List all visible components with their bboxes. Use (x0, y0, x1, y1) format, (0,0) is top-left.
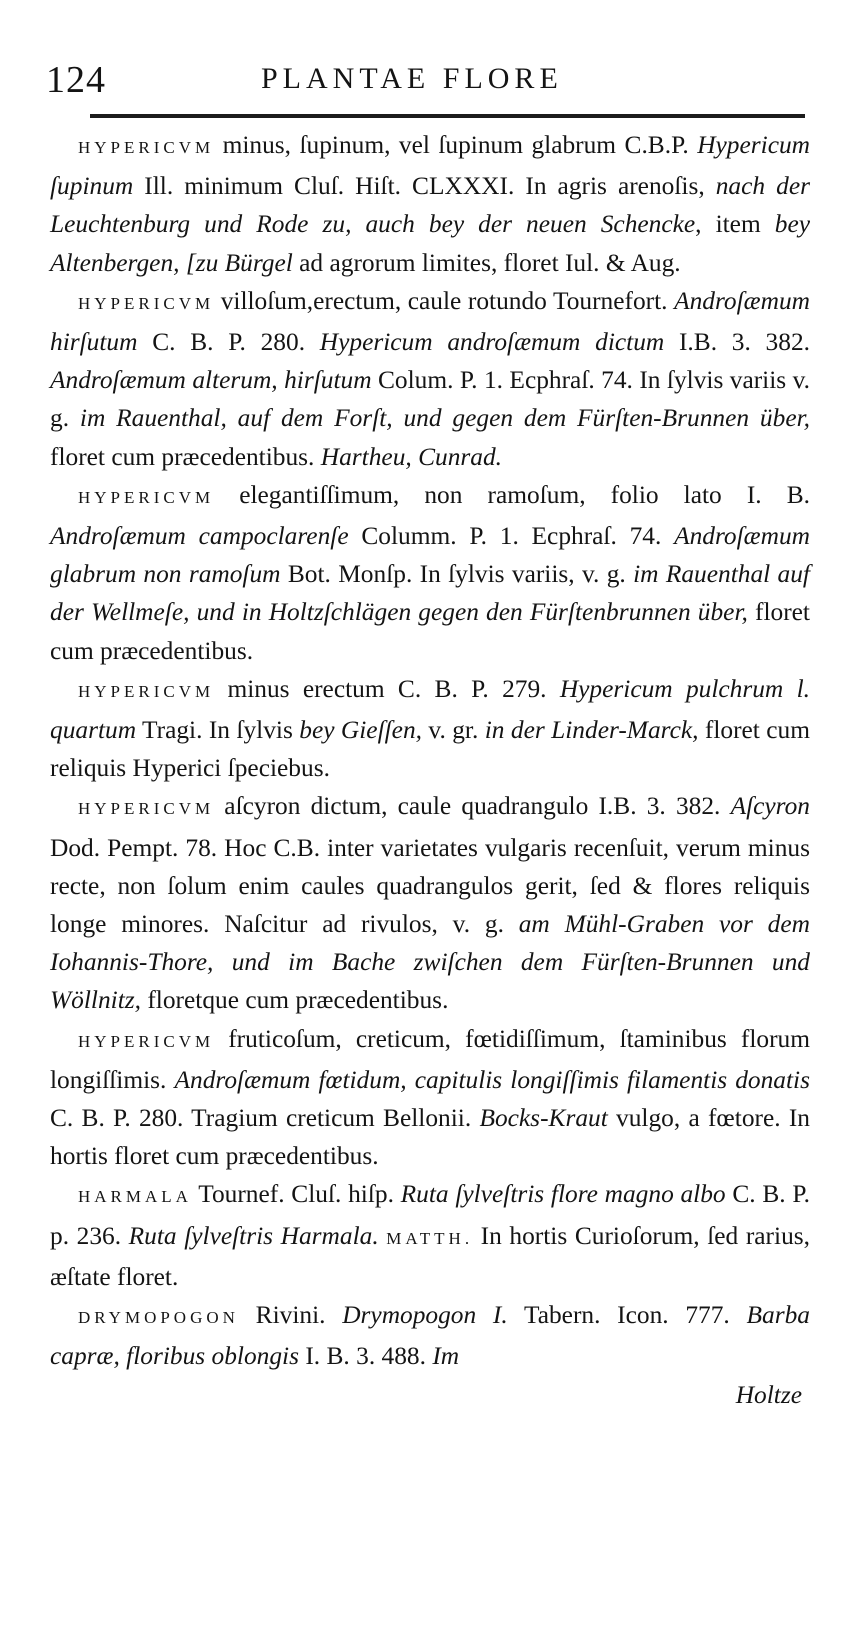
body-text: C. B. P. 280. (137, 328, 320, 357)
body-text: Bot. Monſp. In ſylvis variis, v. g. (280, 560, 634, 589)
genus-name: HARMALA (78, 1187, 192, 1207)
entry-paragraph (50, 787, 810, 1019)
body-text: v. gr. (422, 716, 485, 745)
entry-paragraph (50, 1175, 810, 1296)
body-text: floret cum præcedentibus. (50, 442, 321, 471)
italic-text: Ruta ſylveſtris Harmala. (128, 1221, 379, 1250)
italic-text: Barba capræ, floribus oblongis (50, 1301, 810, 1371)
body-text: minus erectum C. B. P. 279. (214, 674, 560, 703)
italic-text: Androſæmum glabrum non ramoſum (50, 522, 810, 589)
body-text: Rivini. (238, 1301, 343, 1330)
body-text: Dod. Pempt. 78. Hoc C.B. inter varietates vulgaris recenſuit, verum minus recte, non ſolum enim caules quadrangulos gerit, ſed & flores reliquis longe minores. Naſcitur ad rivulos, v. g. (50, 833, 810, 939)
body-text: Tragi. In ſylvis (136, 716, 300, 745)
body-text: floret cum reliquis Hyperici ſpeciebus. (50, 716, 810, 783)
italic-text: Hypericum ſupinum (50, 131, 810, 201)
italic-text: bey Gieſſen, (299, 716, 422, 745)
italic-text: bey Altenbergen, [zu Bürgel (50, 210, 810, 277)
italic-text: Ruta ſylveſtris flore magno albo (400, 1180, 726, 1209)
header-rule (90, 114, 805, 118)
italic-text: am Mühl-Graben vor dem Iohannis-Thore, und im Bache zwiſchen dem Fürſten-Brunnen und Wöllnitz, (50, 910, 810, 1015)
entry-paragraph (50, 670, 810, 788)
italic-text: Drymopogon I. (342, 1301, 508, 1330)
italic-text: im Rauenthal, auf dem Forſt, und gegen dem Fürſten-Brunnen über, (79, 404, 810, 433)
body-text: In hortis Curioſorum, ſed rarius, æſtate floret. (50, 1221, 810, 1291)
italic-text: Aſcyron (730, 792, 810, 821)
body-text: floret cum præcedentibus. (50, 598, 810, 665)
page-number: 124 (46, 59, 106, 101)
body-text: C. B. P. 280. Tragium creticum Bellonii. (50, 1104, 480, 1133)
genus-name: HYPERICVM (78, 487, 215, 507)
italic-text: Androſæmum alterum, hirſutum (50, 366, 372, 395)
entry-paragraph (50, 126, 810, 282)
italic-text: im Rauenthal auf der Wellmeſe, und in Holtzſchlägen gegen den Fürſtenbrunnen über, (50, 560, 810, 627)
italic-text: Hypericum pulchrum l. quartum (50, 674, 810, 745)
body-text: vulgo, a fœtore. In hortis floret cum præcedentibus. (50, 1104, 810, 1171)
body-text: minus, ſupinum, vel ſupinum glabrum C.B.P. (214, 131, 698, 159)
body-text: Colum. P. 1. Ecphraſ. 74. In ſylvis variis v. g. (50, 366, 810, 433)
entry-paragraph (50, 476, 810, 670)
body-text: ad agrorum limites, floret Iul. & Aug. (292, 248, 681, 277)
entry-paragraph (50, 282, 810, 476)
body-text: Tournef. Cluſ. hiſp. (191, 1180, 401, 1209)
italic-text: Hypericum androſæmum dictum (319, 328, 665, 357)
genus-name: MATTH. (386, 1228, 474, 1248)
genus-name: DRYMOPOGON (78, 1308, 239, 1328)
genus-name: HYPERICVM (78, 799, 215, 819)
italic-text: in der Linder-Marck, (484, 716, 699, 745)
body-text: Columm. P. 1. Ecphraſ. 74. (348, 522, 675, 551)
italic-text: Bocks-Kraut (479, 1104, 608, 1133)
italic-text: Hartheu, Cunrad. (320, 442, 503, 471)
genus-name: HYPERICVM (78, 1031, 215, 1051)
genus-name: HYPERICVM (78, 138, 215, 157)
page-body (50, 126, 810, 1414)
entry-paragraph (50, 1020, 810, 1176)
italic-text: nach der Leuchtenburg und Rode zu, auch bey der neuen Schencke (50, 172, 810, 239)
italic-text: Androſæmum fœtidum, capitulis longiſſimis filamentis donatis (174, 1065, 810, 1094)
body-text: , item (695, 210, 775, 239)
body-text: floretque cum præcedentibus. (141, 986, 449, 1015)
body-text: Ill. minimum Cluſ. Hiſt. CLXXXI. In agris arenoſis, (133, 172, 716, 201)
body-text: Tabern. Icon. 777. (507, 1301, 747, 1330)
entry-paragraph (50, 1296, 810, 1375)
page-header (46, 52, 624, 102)
body-text: elegantiſſimum, non ramoſum, folio lato I. B. (214, 480, 810, 509)
body-text: I. B. 3. 488. (299, 1342, 433, 1371)
italic-text: Androſæmum campoclarenſe (50, 522, 349, 551)
body-text: I.B. 3. 382. (664, 328, 810, 357)
running-title: PLANTAE FLORE (261, 62, 563, 95)
catchword: Holtze (735, 1380, 802, 1409)
body-text: fruticoſum, creticum, fœtidiſſimum, ſtaminibus florum longiſſimis. (50, 1024, 810, 1094)
body-text: C. B. P. p. 236. (50, 1180, 811, 1250)
body-text: villoſum,erectum, caule rotundo Tournefort. (214, 286, 675, 315)
italic-text: Androſæmum hirſutum (50, 286, 810, 357)
genus-name: HYPERICVM (78, 681, 215, 701)
italic-text: Im (432, 1342, 460, 1371)
body-text: aſcyron dictum, caule quadrangulo I.B. 3. 382. (214, 792, 731, 821)
genus-name: HYPERICVM (78, 293, 215, 313)
